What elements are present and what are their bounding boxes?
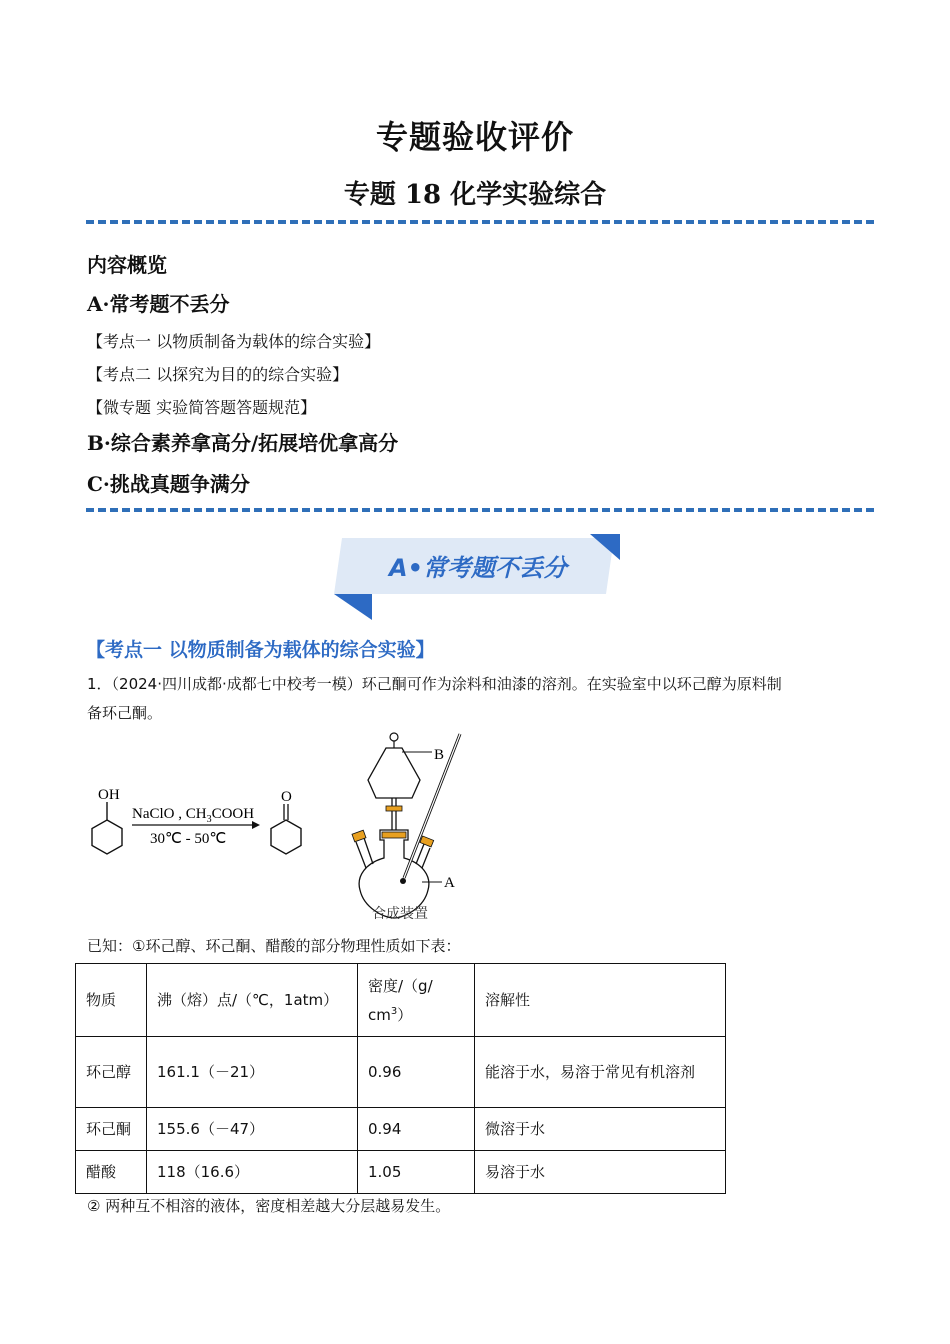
- page-title: 专题验收评价: [375, 118, 574, 156]
- table-cell: 环己酮: [76, 1108, 147, 1151]
- overview-section-c: C·挑战真题争满分: [87, 472, 250, 496]
- table-header-cell: 沸（熔）点/（℃，1atm）: [147, 964, 358, 1037]
- table-cell: 118（16.6）: [147, 1151, 358, 1194]
- table-header-cell: 溶解性: [475, 964, 726, 1037]
- reaction-scheme: [80, 780, 320, 870]
- table-row: [76, 1108, 726, 1151]
- reaction-reagents: NaClO , $CH_3COOH$: [132, 806, 255, 825]
- table-cell: 醋酸: [76, 1151, 147, 1194]
- table-cell: 能溶于水，易溶于常见有机溶剂: [475, 1037, 726, 1108]
- table-cell: 环己醇: [76, 1037, 147, 1108]
- cyclohexanone-ring: [271, 820, 301, 854]
- table-cell: 0.94: [358, 1108, 475, 1151]
- table-cell: 161.1（－21）: [147, 1037, 358, 1108]
- table-cell: 0.96: [358, 1037, 475, 1108]
- banner-label: A•常考题不丢分: [389, 554, 567, 582]
- table-row: [76, 1151, 726, 1194]
- properties-table: [75, 963, 726, 1194]
- overview-section-a: A·常考题不丢分: [87, 292, 230, 316]
- table-cell: 易溶于水: [475, 1151, 726, 1194]
- table-header-cell: 物质: [76, 964, 147, 1037]
- product-o-label: O: [281, 789, 292, 805]
- overview-item-2: 【考点二 以探究为目的的综合实验】: [87, 365, 349, 384]
- table-cell: 155.6（－47）: [147, 1108, 358, 1151]
- question-1-line-1: 1．（2024·四川成都·成都七中校考一模）环己酮可作为涂料和油漆的溶剂。在实验室中以环己醇为原料制: [87, 675, 782, 693]
- known-intro: 已知：①环己醇、环己酮、醋酸的部分物理性质如下表：: [87, 937, 461, 955]
- table-header-cell: 密度/（g/ $cm^3$）: [358, 964, 475, 1037]
- overview-heading: 内容概览: [87, 253, 167, 277]
- apparatus-caption: 合成装置: [372, 906, 428, 922]
- divider-bottom: [86, 508, 874, 512]
- table-row: [76, 1037, 726, 1108]
- stopcock: [386, 806, 402, 811]
- separatory-funnel: [368, 748, 420, 798]
- reaction-conditions: 30℃ - 50℃: [150, 831, 227, 847]
- overview-item-1: 【考点一 以物质制备为载体的综合实验】: [87, 332, 381, 351]
- table-cell: 1.05: [358, 1151, 475, 1194]
- overview-item-3: 【微专题 实验简答题答题规范】: [87, 398, 317, 417]
- reactant-oh-label: OH: [98, 787, 120, 803]
- cyclohexanol-ring: [92, 820, 122, 854]
- table-header-row: [76, 964, 726, 1037]
- table-cell: 微溶于水: [475, 1108, 726, 1151]
- label-b: B: [434, 747, 445, 763]
- question-1-line-2: 备环己酮。: [87, 704, 163, 722]
- note-2: ② 两种互不相溶的液体，密度相差越大分层越易发生。: [87, 1197, 451, 1215]
- synthesis-apparatus: [340, 728, 480, 928]
- question-1-text: [87, 670, 867, 728]
- section-heading-point1: 【考点一 以物质制备为载体的综合实验】: [86, 639, 435, 661]
- page-subtitle: 专题 18 化学实验综合: [343, 180, 607, 210]
- label-a: A: [444, 875, 455, 891]
- overview-section-b: B·综合素养拿高分/拓展培优拿高分: [87, 431, 399, 455]
- divider-top: [86, 220, 874, 224]
